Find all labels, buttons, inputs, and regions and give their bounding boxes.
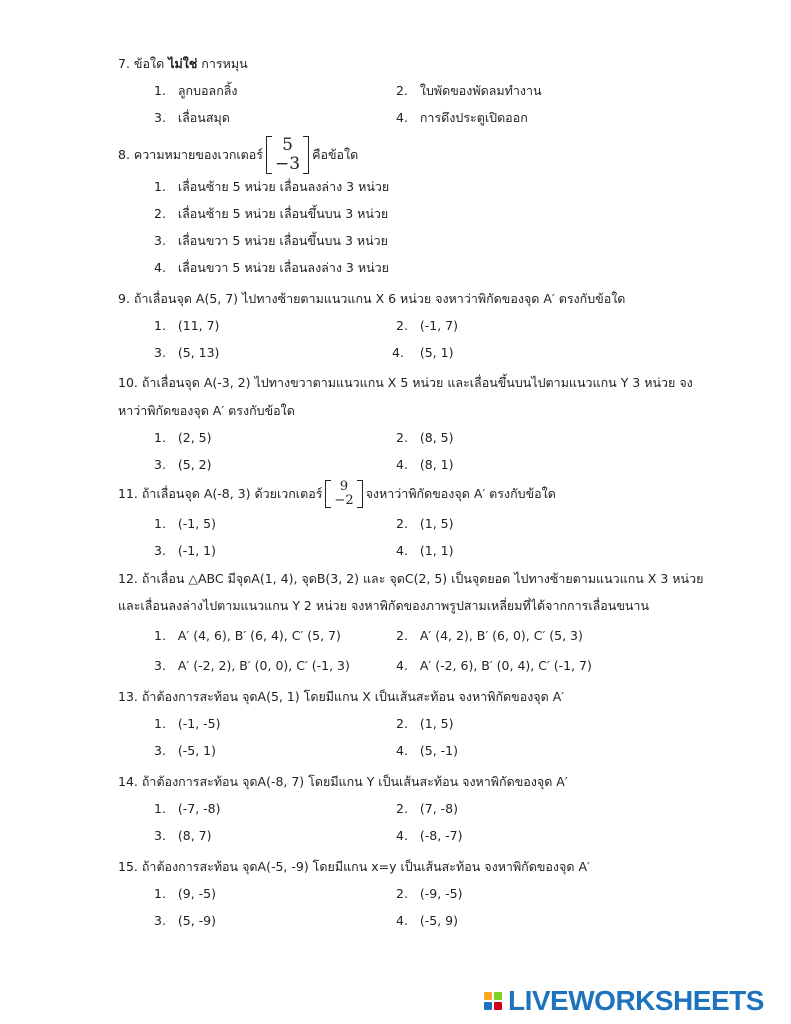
- q13-option-2: 2. (1, 5): [396, 716, 454, 731]
- question-12-line-1: 12. ถ้าเลื่อน △ABC มีจุดA(1, 4), จุดB(3, 2) และ จุดC(2, 5) เป็นจุดยอด ไปทางซ้ายตามแนวแกน X 3 หน่วย: [118, 571, 704, 586]
- q15-option-2: 2. (-9, -5): [396, 886, 463, 901]
- q13-option-3: 3. (-5, 1): [154, 743, 216, 758]
- q11-option-1: 1. (-1, 5): [154, 516, 216, 531]
- q11-option-2: 2. (1, 5): [396, 516, 454, 531]
- vector-matrix: 5 −3: [266, 136, 309, 174]
- question-7-emphasis: ไม่ใช่: [168, 56, 198, 71]
- q12-option-3: 3. A′ (-2, 2), B′ (0, 0), C′ (-1, 3): [154, 658, 350, 673]
- q7-option-2: 2. ใบพัดของพัดลมทำงาน: [396, 83, 542, 98]
- q11-option-4: 4. (1, 1): [396, 543, 454, 558]
- q7-option-4: 4. การดึงประตูเปิดออก: [396, 110, 528, 125]
- q9-option-1: 1. (11, 7): [154, 318, 220, 333]
- q10-option-3: 3. (5, 2): [154, 457, 212, 472]
- q8-option-3: 3. เลื่อนขวา 5 หน่วย เลื่อนขึ้นบน 3 หน่วย: [154, 233, 389, 248]
- vector-matrix: 9 −2: [325, 480, 362, 508]
- question-10-line-1: 10. ถ้าเลื่อนจุด A(-3, 2) ไปทางขวาตามแนวแกน X 5 หน่วย และเลื่อนขึ้นบนไปตามแนวแกน Y 3 หน่วย จง: [118, 375, 693, 390]
- question-15: 15. ถ้าต้องการสะท้อน จุดA(-5, -9) โดยมีแกน x=y เป็นเส้นสะท้อน จงหาพิกัดของจุด A′: [118, 859, 590, 874]
- question-8: 8. ความหมายของเวกเตอร์ 5 −3 คือข้อใด: [118, 135, 359, 174]
- liveworksheets-logo-icon: [484, 992, 502, 1010]
- question-9: 9. ถ้าเลื่อนจุด A(5, 7) ไปทางซ้ายตามแนวแกน X 6 หน่วย จงหาว่าพิกัดของจุด A′ ตรงกับข้อใด: [118, 291, 626, 306]
- q15-option-4: 4. (-5, 9): [396, 913, 458, 928]
- q10-option-2: 2. (8, 5): [396, 430, 454, 445]
- q8-option-4: 4. เลื่อนขวา 5 หน่วย เลื่อนลงล่าง 3 หน่วย: [154, 260, 389, 275]
- question-13: 13. ถ้าต้องการสะท้อน จุดA(5, 1) โดยมีแกน X เป็นเส้นสะท้อน จงหาพิกัดของจุด A′: [118, 689, 565, 704]
- question-7: 7. ข้อใด ไม่ใช่ การหมุน: [118, 56, 248, 71]
- q7-option-3: 3. เลื่อนสมุด: [154, 110, 230, 125]
- question-12-line-2: และเลื่อนลงล่างไปตามแนวแกน Y 2 หน่วย จงหาพิกัดของภาพรูปสามเหลี่ยมที่ได้จากการเลื่อนขนาน: [118, 598, 649, 613]
- q10-option-4: 4. (8, 1): [396, 457, 454, 472]
- logo-text: LIVEWORKSHEETS: [508, 985, 764, 1016]
- q14-option-4: 4. (-8, -7): [396, 828, 463, 843]
- q8-option-1: 1. เลื่อนซ้าย 5 หน่วย เลื่อนลงล่าง 3 หน่วย: [154, 179, 390, 194]
- q15-option-1: 1. (9, -5): [154, 886, 216, 901]
- liveworksheets-logo[interactable]: [484, 986, 764, 1016]
- q8-option-2: 2. เลื่อนซ้าย 5 หน่วย เลื่อนขึ้นบน 3 หน่วย: [154, 206, 389, 221]
- q11-option-3: 3. (-1, 1): [154, 543, 216, 558]
- q12-option-2: 2. A′ (4, 2), B′ (6, 0), C′ (5, 3): [396, 628, 583, 643]
- q14-option-2: 2. (7, -8): [396, 801, 458, 816]
- question-10-line-2: หาว่าพิกัดของจุด A′ ตรงกับข้อใด: [118, 403, 295, 418]
- q13-option-4: 4. (5, -1): [396, 743, 458, 758]
- q9-option-3: 3. (5, 13): [154, 345, 220, 360]
- q12-option-4: 4. A′ (-2, 6), B′ (0, 4), C′ (-1, 7): [396, 658, 592, 673]
- q13-option-1: 1. (-1, -5): [154, 716, 221, 731]
- q10-option-1: 1. (2, 5): [154, 430, 212, 445]
- q9-option-4: 4. (5, 1): [392, 345, 454, 360]
- q9-option-2: 2. (-1, 7): [396, 318, 458, 333]
- question-11: 11. ถ้าเลื่อนจุด A(-8, 3) ด้วยเวกเตอร์ 9 −2 จงหาว่าพิกัดของจุด A′ ตรงกับข้อใด: [118, 479, 556, 508]
- q14-option-3: 3. (8, 7): [154, 828, 212, 843]
- q14-option-1: 1. (-7, -8): [154, 801, 221, 816]
- q12-option-1: 1. A′ (4, 6), B′ (6, 4), C′ (5, 7): [154, 628, 341, 643]
- q7-option-1: 1. ลูกบอลกลิ้ง: [154, 83, 238, 98]
- q15-option-3: 3. (5, -9): [154, 913, 216, 928]
- question-14: 14. ถ้าต้องการสะท้อน จุดA(-8, 7) โดยมีแกน Y เป็นเส้นสะท้อน จงหาพิกัดของจุด A′: [118, 774, 568, 789]
